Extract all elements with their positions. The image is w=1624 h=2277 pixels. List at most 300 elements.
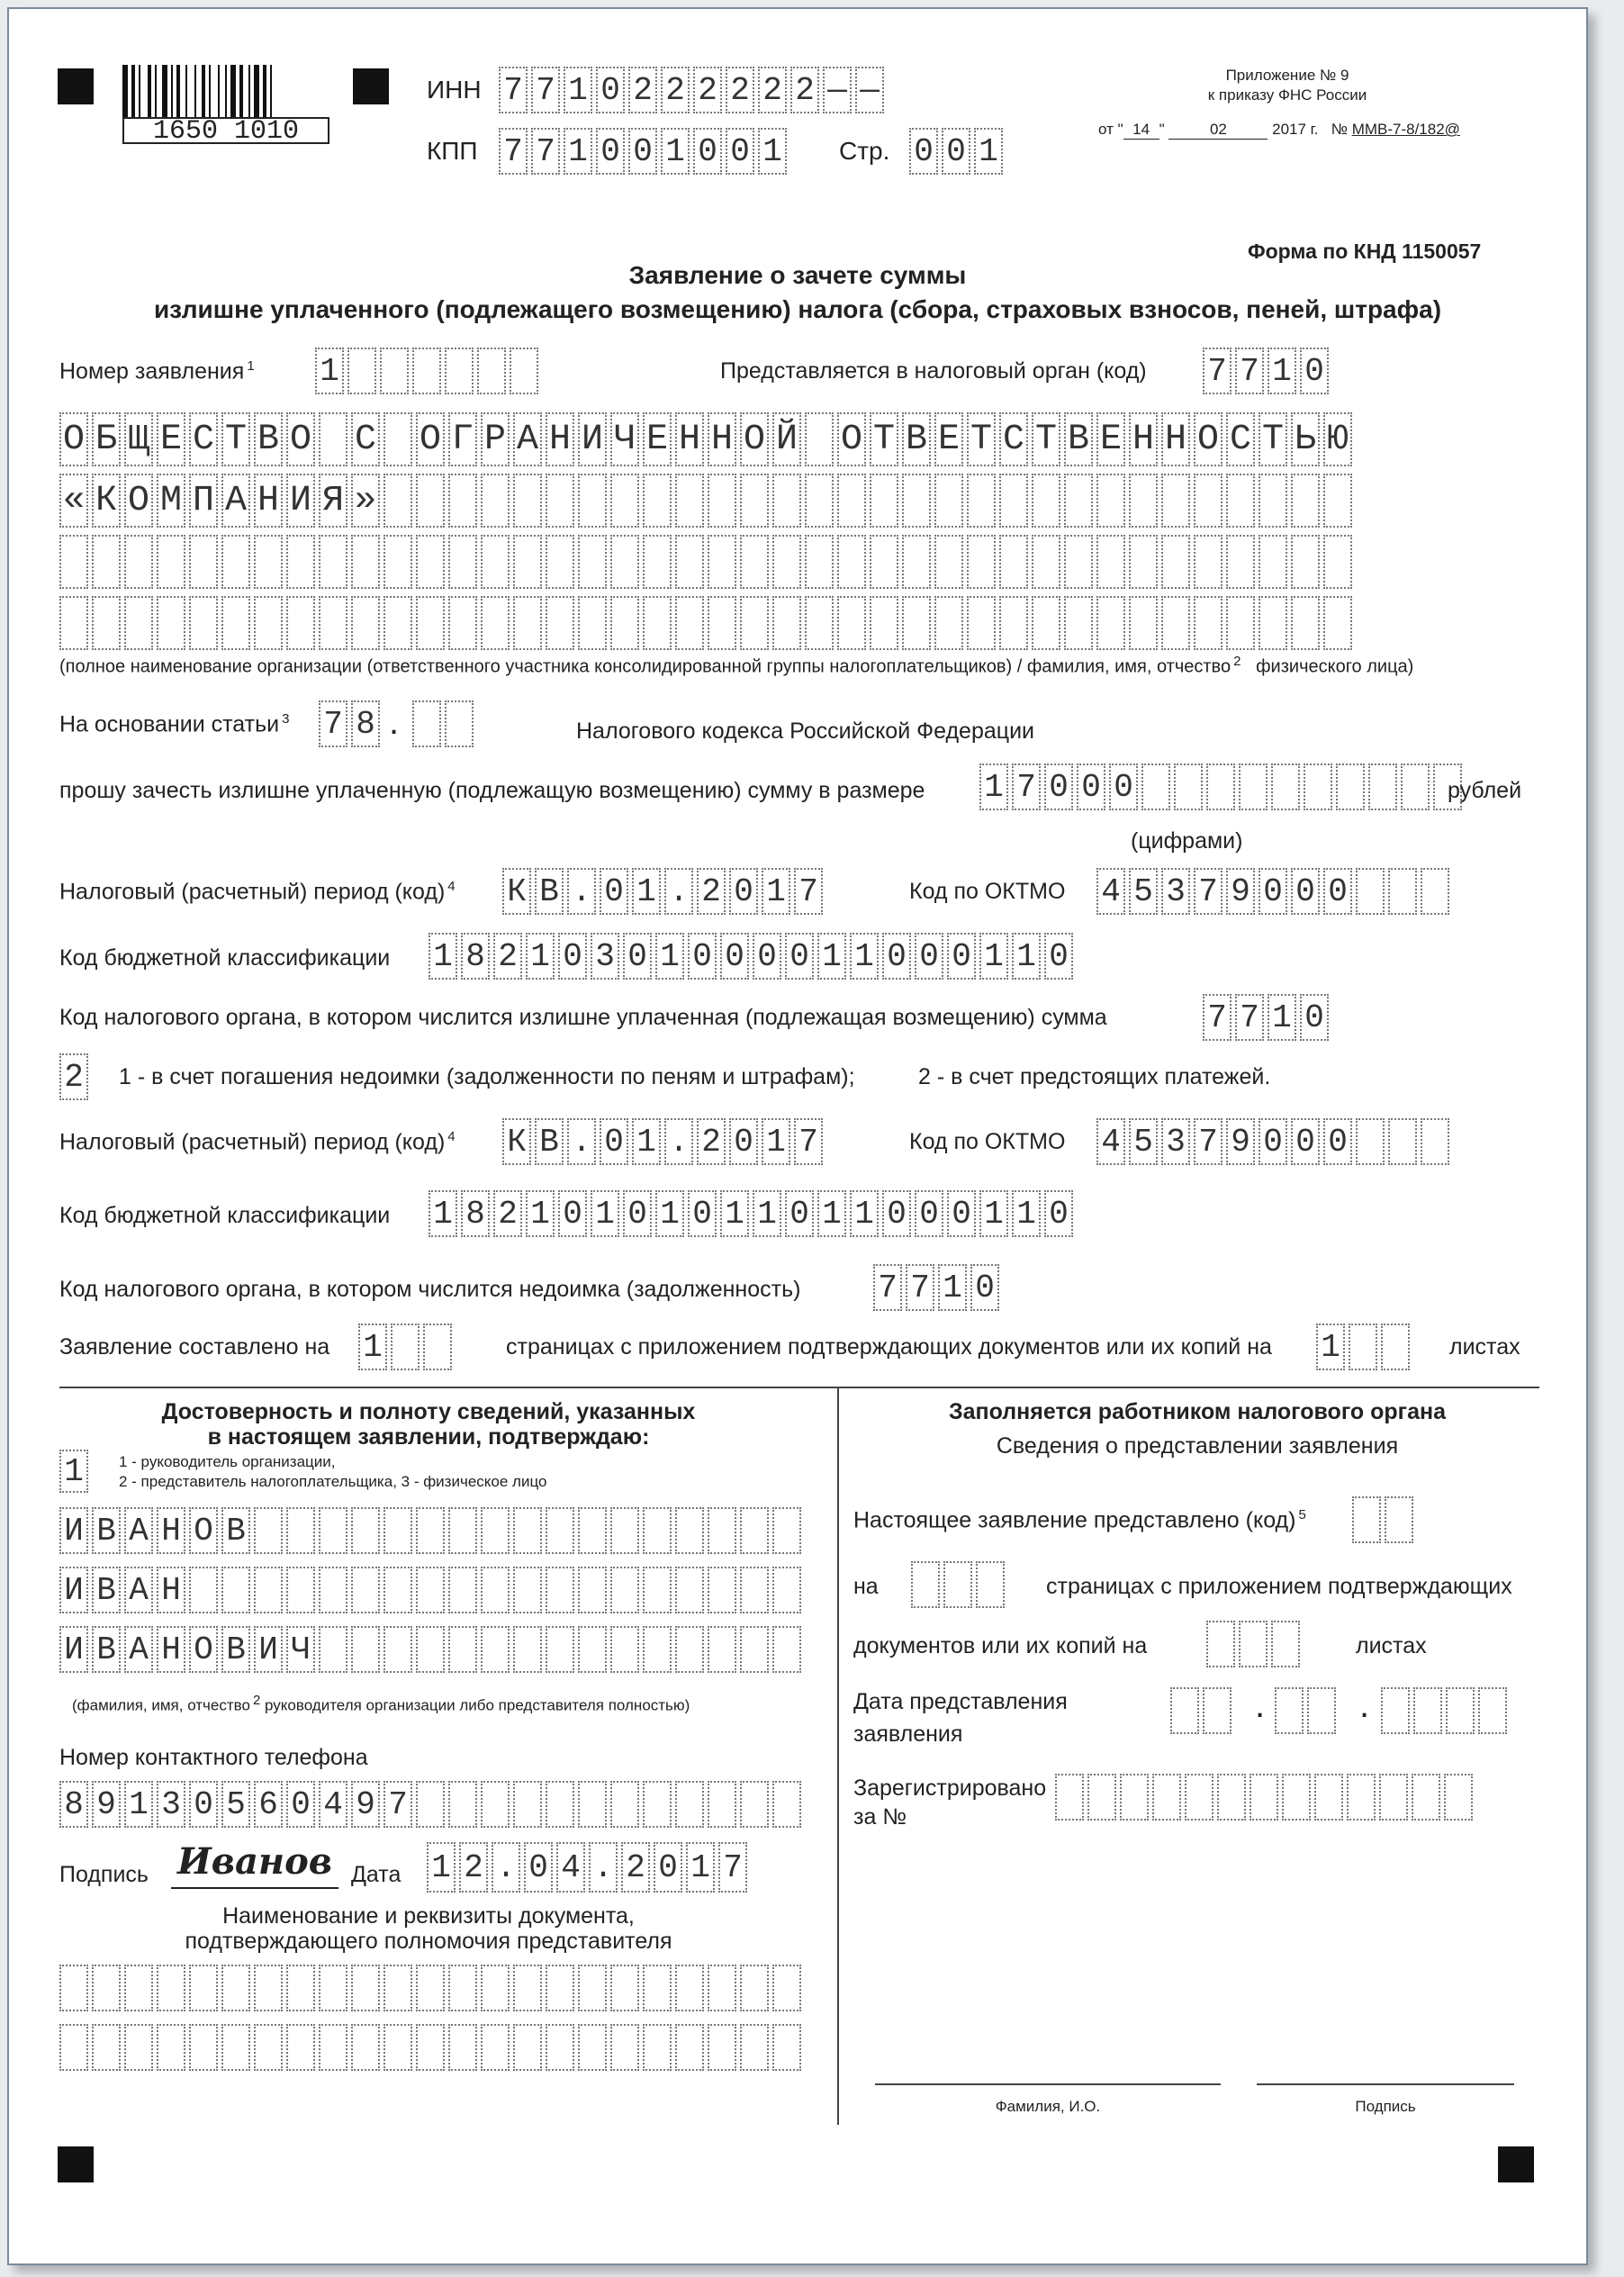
char-cell [740,1781,769,1828]
char-cell: 8 [461,933,490,980]
submitted-cells[interactable] [1352,1496,1417,1543]
page-label: Стр. [839,137,890,165]
char-cell [643,596,672,650]
sheets-cells[interactable] [1316,1324,1413,1370]
char-cell: 7 [499,67,528,113]
char-cell [513,596,542,650]
barcode-bar [225,65,227,119]
char-cell [124,2024,153,2071]
char-cell [254,1507,283,1554]
char-cell: 0 [1109,764,1138,810]
authority-cells[interactable] [1203,348,1332,394]
purpose-cell[interactable] [59,1053,92,1100]
char-cell: 1 [655,1190,684,1237]
char-cell [546,2024,574,2071]
char-cell: 0 [596,128,625,175]
char-cell [380,348,409,394]
char-cell: С [351,412,380,466]
char-cell: 0 [729,1118,758,1165]
char-cell: Т [1259,412,1287,466]
char-cell [967,474,996,528]
doc-line2[interactable] [59,2024,805,2071]
char-cell: И [59,1567,88,1613]
order-no: ММВ-7-8/182@ [1351,121,1460,138]
char-cell [1259,474,1287,528]
char-cell: К [92,474,121,528]
char-cell [1226,596,1255,650]
char-cell [286,596,315,650]
source-period-cells[interactable] [502,868,826,915]
signer-option1: 1 - руководитель организации, [119,1453,336,1470]
char-cell [999,535,1028,589]
char-cell: 1 [427,1842,456,1893]
char-cell: С [1226,412,1255,466]
char-cell: 1 [1268,994,1296,1041]
char-cell: 1 [720,1190,749,1237]
char-cell [772,535,801,589]
char-cell: . [664,1118,693,1165]
char-cell [1203,1687,1232,1734]
pages-cells[interactable] [358,1324,456,1370]
amount-currency: рублей [1448,778,1522,803]
char-cell [383,1507,412,1554]
char-cell: 0 [1044,1190,1073,1237]
char-cell: 3 [1161,868,1190,915]
char-cell [124,535,153,589]
char-cell [383,412,412,466]
char-cell [383,1567,412,1613]
char-cell [124,596,153,650]
char-cell: 0 [1044,764,1073,810]
doc-line1[interactable] [59,1965,805,2011]
char-cell [383,535,412,589]
char-cell: 6 [254,1781,283,1828]
corner-marker [1498,2146,1534,2182]
char-cell: 4 [319,1781,347,1828]
corner-marker [58,2146,94,2182]
char-cell: . [567,1118,596,1165]
char-cell [481,2024,510,2071]
char-cell [643,1965,672,2011]
char-cell: Ю [1323,412,1352,466]
pages-label: Заявление составлено на [59,1334,330,1360]
char-cell [448,1781,477,1828]
char-cell [772,1781,801,1828]
char-cell [254,596,283,650]
char-cell: Б [92,412,121,466]
char-cell [578,535,607,589]
char-cell [92,2024,121,2071]
char-cell [92,1965,121,2011]
char-cell [157,596,185,650]
target-authority-cells[interactable] [873,1264,1003,1311]
char-cell [1271,764,1300,810]
char-cell: К [502,868,531,915]
char-cell [643,2024,672,2071]
char-cell [59,535,88,589]
char-cell: Е [157,412,185,466]
kpp-cells[interactable] [499,128,790,175]
barcode-bar [148,65,151,119]
org-name-line3[interactable] [59,535,1356,589]
char-cell: 7 [718,1842,747,1893]
char-cell: И [59,1626,88,1673]
char-cell: О [837,412,866,466]
barcode-bars [122,65,331,119]
barcode-bar [185,65,187,119]
char-cell: 8 [461,1190,490,1237]
char-cell: 2 [661,67,690,113]
target-period-cells[interactable] [502,1118,826,1165]
char-cell [481,1626,510,1673]
org-name-line4[interactable] [59,596,1356,650]
on-label: на [853,1574,879,1599]
char-cell [1388,1118,1417,1165]
officer-date-label2: заявления [853,1721,963,1747]
barcode-bar [202,65,205,119]
signer-code-cell[interactable] [59,1450,92,1493]
char-cell: 0 [970,1264,999,1311]
char-cell: 7 [319,700,347,747]
char-cell [513,1626,542,1673]
title-line2: излишне уплаченного (подлежащего возмещению) налога (сбора, страховых взносов, пеней, штрафа) [153,295,1442,323]
char-cell [416,596,445,650]
char-cell: 0 [693,128,722,175]
char-cell [1152,1774,1181,1821]
char-cell: 7 [873,1264,902,1311]
char-cell [805,474,834,528]
source-authority-cells[interactable] [1203,994,1332,1041]
officer-date-month[interactable] [1275,1687,1340,1734]
first-name-cells[interactable] [59,1567,805,1613]
doc-label1: Наименование и реквизиты документа, [222,1903,635,1929]
char-cell: В [221,1507,250,1554]
source-oktmo-cells[interactable] [1096,868,1453,915]
char-cell: В [535,1118,564,1165]
char-cell [59,1965,88,2011]
order-year: 2017 г. [1272,121,1319,138]
char-cell [254,1567,283,1613]
char-cell [708,1567,736,1613]
char-cell: 7 [1235,348,1264,394]
officer-date-year[interactable] [1381,1687,1511,1734]
char-cell [157,1965,185,2011]
char-cell: 0 [1077,764,1105,810]
char-cell [578,1567,607,1613]
char-cell: 0 [942,128,970,175]
char-cell [445,348,474,394]
char-cell [513,474,542,528]
char-cell [643,1567,672,1613]
form-page [7,7,1588,2265]
char-cell [286,1965,315,2011]
char-cell [1349,1324,1377,1370]
char-cell [708,1626,736,1673]
char-cell: И [286,474,315,528]
char-cell [124,1965,153,2011]
char-cell [416,1965,445,2011]
char-cell [1421,1118,1449,1165]
char-cell: Я [319,474,347,528]
char-cell [643,1626,672,1673]
char-cell [546,1781,574,1828]
char-cell [643,1507,672,1554]
appendix-line1: Приложение № 9 [1225,67,1349,84]
char-cell [1161,535,1190,589]
char-cell [423,1324,452,1370]
officer-sheets-cells[interactable] [1206,1621,1304,1667]
char-cell [546,474,574,528]
char-cell: 0 [947,933,976,980]
char-cell: 0 [753,933,781,980]
char-cell [481,535,510,589]
char-cell: 7 [794,868,823,915]
char-cell: С [999,412,1028,466]
source-kbk-cells[interactable] [429,933,1077,980]
char-cell [1120,1774,1149,1821]
char-cell: 2 [693,67,722,113]
char-cell [902,596,931,650]
char-cell: 3 [157,1781,185,1828]
reg-number-cells[interactable] [1055,1774,1476,1821]
char-cell [578,2024,607,2071]
char-cell [416,1781,445,1828]
char-cell: В [92,1626,121,1673]
char-cell [448,1567,477,1613]
char-cell [319,535,347,589]
char-cell [610,1965,639,2011]
article-part-cells[interactable] [412,700,477,747]
char-cell [708,1507,736,1554]
char-cell: . [664,868,693,915]
amount-label: прошу зачесть излишне уплаченную (подлежащую возмещению) сумму в размере [59,778,925,803]
char-cell: Н [708,412,736,466]
char-cell [902,474,931,528]
char-cell [1194,474,1223,528]
char-cell [448,1965,477,2011]
char-cell [1444,1774,1473,1821]
char-cell: Ь [1291,412,1320,466]
char-cell: 0 [882,933,911,980]
char-cell: Ч [610,412,639,466]
char-cell [1323,596,1352,650]
char-cell [1206,1621,1235,1667]
inn-cells[interactable] [499,67,888,113]
char-cell [546,1626,574,1673]
char-cell [610,1507,639,1554]
char-cell [610,2024,639,2071]
char-cell [254,535,283,589]
char-cell: 0 [524,1842,553,1893]
barcode-bar [263,65,266,119]
application-number-cells[interactable] [315,348,542,394]
char-cell [383,1626,412,1673]
char-cell: 1 [1012,933,1041,980]
last-name-cells[interactable] [59,1507,805,1554]
char-cell [578,596,607,650]
char-cell [1064,596,1093,650]
char-cell [708,596,736,650]
char-cell [546,596,574,650]
char-cell [1239,764,1268,810]
char-cell [999,474,1028,528]
patronymic-cells[interactable] [59,1626,805,1673]
barcode-bar [155,65,157,119]
barcode-bar [122,65,128,119]
officer-pages-cells[interactable] [911,1561,1008,1608]
char-cell [347,348,376,394]
char-cell [513,2024,542,2071]
char-cell: 7 [1235,994,1264,1041]
char-cell [189,596,218,650]
date-cells[interactable] [427,1842,751,1893]
char-cell: 0 [915,933,943,980]
char-cell [1323,535,1352,589]
char-cell: 0 [558,1190,587,1237]
basis-label: На основании статьи $^3$ [59,711,290,737]
char-cell [416,1567,445,1613]
article-cells[interactable] [319,700,383,747]
char-cell [675,1567,704,1613]
char-cell [675,1781,704,1828]
char-cell [999,596,1028,650]
char-cell [1379,1774,1408,1821]
char-cell [1161,474,1190,528]
char-cell [416,2024,445,2071]
char-cell [189,2024,218,2071]
appendix-line2: к приказу ФНС России [1207,86,1367,104]
char-cell: В [92,1507,121,1554]
char-cell [837,474,866,528]
phone-label: Номер контактного телефона [59,1745,368,1770]
char-cell [675,2024,704,2071]
char-cell [1282,1774,1311,1821]
char-cell: 9 [92,1781,121,1828]
char-cell: 5 [221,1781,250,1828]
char-cell: И [254,1626,283,1673]
char-cell: 0 [915,1190,943,1237]
char-cell: 2 [459,1842,488,1893]
char-cell [610,535,639,589]
char-cell [383,1965,412,2011]
purpose-option2: 2 - в счет предстоящих платежей. [918,1064,1271,1089]
org-name-line2[interactable] [59,474,1356,528]
char-cell: М [157,474,185,528]
char-cell: Ч [286,1626,315,1673]
char-cell: 0 [882,1190,911,1237]
char-cell [1291,596,1320,650]
char-cell: 8 [59,1781,88,1828]
amount-cells[interactable] [979,764,1466,810]
char-cell [92,535,121,589]
sign-caption: Подпись [1355,2098,1416,2115]
char-cell: 2 [59,1053,88,1100]
char-cell [416,535,445,589]
char-cell: 7 [1012,764,1041,810]
char-cell: 1 [686,1842,715,1893]
char-cell [1185,1774,1213,1821]
char-cell: 1 [632,868,661,915]
officer-date-dot: . [1255,1685,1266,1725]
phone-cells[interactable] [59,1781,805,1828]
reg-label1: Зарегистрировано [853,1776,1047,1801]
tax-code-label: Налогового кодекса Российской Федерации [576,718,1035,744]
column-divider [837,1387,839,2125]
char-cell [221,1965,250,2011]
char-cell: 1 [758,128,787,175]
char-cell: 1 [591,1190,619,1237]
char-cell [1032,596,1060,650]
signer-option2: 2 - представитель налогоплательщика, 3 - физическое лицо [119,1473,547,1490]
order-month: 02 [1168,121,1268,140]
char-cell: 1 [938,1264,967,1311]
sheets-label: листах [1449,1334,1520,1360]
char-cell: 7 [531,67,560,113]
char-cell [708,2024,736,2071]
char-cell: Р [481,412,510,466]
char-cell: 0 [1291,868,1320,915]
char-cell: 0 [909,128,938,175]
char-cell: 0 [785,933,814,980]
doc-label2: подтверждающего полномочия представителя [185,1929,672,1954]
char-cell [1055,1774,1084,1821]
char-cell [445,700,474,747]
char-cell: О [59,412,88,466]
char-cell: 2 [697,868,726,915]
source-period-label: Налоговый (расчетный) период (код) $^4$ [59,879,456,905]
char-cell [513,1567,542,1613]
target-oktmo-cells[interactable] [1096,1118,1453,1165]
char-cell: 1 [564,128,592,175]
char-cell [351,1507,380,1554]
char-cell: О [189,1507,218,1554]
char-cell [1194,535,1223,589]
char-cell: 3 [1161,1118,1190,1165]
char-cell [254,2024,283,2071]
char-cell [448,596,477,650]
char-cell: Н [546,412,574,466]
char-cell [319,1626,347,1673]
char-cell: 1 [762,1118,790,1165]
officer-date-day[interactable] [1170,1687,1235,1734]
char-cell: 0 [623,1190,652,1237]
char-cell [967,535,996,589]
char-cell: 4 [1096,1118,1125,1165]
char-cell: О [1194,412,1223,466]
confirm-heading2: в настоящем заявлении, подтверждаю: [207,1424,650,1450]
char-cell [448,474,477,528]
barcode-bar [176,65,180,119]
target-kbk-cells[interactable] [429,1190,1077,1237]
char-cell: В [221,1626,250,1673]
char-cell: 2 [697,1118,726,1165]
char-cell: 2 [790,67,819,113]
char-cell: Щ [124,412,153,466]
org-name-line1[interactable] [59,412,1356,466]
target-period-label: Налоговый (расчетный) период (код) $^4$ [59,1129,456,1155]
char-cell: С [189,412,218,466]
char-cell [546,1507,574,1554]
char-cell: А [513,412,542,466]
char-cell: В [535,868,564,915]
signature-line[interactable] [171,1840,338,1889]
char-cell [708,474,736,528]
barcode-bar [194,65,196,119]
char-cell [911,1561,940,1608]
char-cell [643,1781,672,1828]
char-cell [1381,1324,1410,1370]
char-cell [740,596,769,650]
